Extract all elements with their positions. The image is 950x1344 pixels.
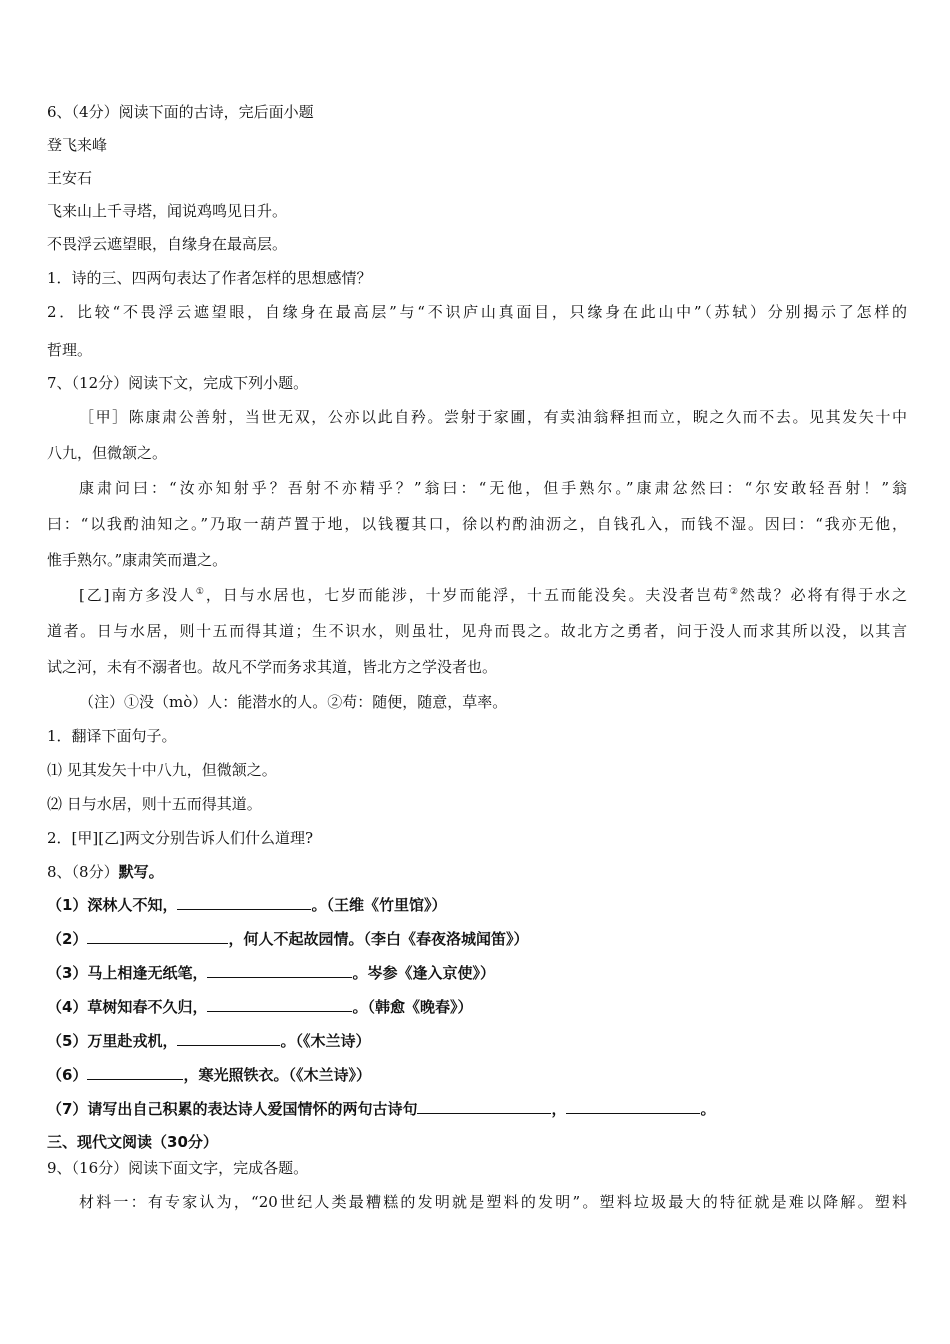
dictation-item-5 xyxy=(47,1031,370,1051)
q7-sub2: 2．[甲][乙]两文分别告诉人们什么道理? xyxy=(47,829,313,847)
answer-blank[interactable] xyxy=(417,1099,551,1114)
q6-sub2-line1: 2．比较“不畏浮云遮望眼，自缘身在最高层”与“不识庐山真面目，只缘身在此山中”（苏轼）分别揭示了怎样的 xyxy=(47,303,907,321)
q7-header: 7、（12分）阅读下文，完成下列小题。 xyxy=(47,374,309,392)
answer-blank[interactable] xyxy=(177,895,311,910)
dictation-item-4 xyxy=(47,997,472,1017)
q7-note: （注）①没（mò）人：能潜水的人。②苟：随便，随意，草率。 xyxy=(79,693,508,711)
q8-header xyxy=(47,862,164,882)
dictation-source: ，寒光照铁衣。（《木兰诗》） xyxy=(183,1066,371,1084)
answer-blank[interactable] xyxy=(566,1099,700,1114)
answer-blank[interactable] xyxy=(87,929,228,944)
yi-text-b: ，日与水居也，七岁而能涉，十岁而能浮，十五而能没矣。夫没者岂苟 xyxy=(205,586,730,604)
q8-title: 默写。 xyxy=(118,863,164,881)
poem-title: 登飞来峰 xyxy=(47,136,108,154)
dictation-source: 。岑参《逢入京使》） xyxy=(352,964,495,982)
period: 。 xyxy=(700,1100,716,1118)
yi-text-c: 然哉？必将有得于水之 xyxy=(739,586,907,604)
dictation-prompt: （3）马上相逢无纸笔， xyxy=(47,964,208,982)
yi-text-a: [乙]南方多没人 xyxy=(79,586,196,604)
answer-blank[interactable] xyxy=(87,1065,183,1080)
dictation-prompt: （2） xyxy=(47,930,88,948)
jia-p1-line2: 八九，但微颔之。 xyxy=(47,444,168,462)
yi-line2: 道者。日与水居，则十五而得其道；生不识水，则虽壮，见舟而畏之。故北方之勇者，问于没人而求其所以没，以其言 xyxy=(47,622,907,640)
dictation-item-1 xyxy=(47,895,446,915)
q6-sub2-line2: 哲理。 xyxy=(47,341,93,359)
material1-line1: 材料一：有专家认为，“20世纪人类最糟糕的发明就是塑料的发明”。塑料垃圾最大的特征就是难以降解。塑料 xyxy=(79,1193,907,1211)
q8-score: 8、（8分） xyxy=(47,863,119,881)
dictation-source: 。（韩愈《晚春》） xyxy=(352,998,473,1016)
footnote-mark-2: ② xyxy=(729,587,740,597)
dictation-prompt: （7）请写出自己积累的表达诗人爱国情怀的两句古诗句 xyxy=(47,1100,418,1118)
poem-line-1: 飞来山上千寻塔，闻说鸡鸣见日升。 xyxy=(47,202,288,220)
answer-blank[interactable] xyxy=(207,963,352,978)
q7-sub1-i: ⑴ 见其发矢十中八九，但微颔之。 xyxy=(47,761,277,779)
dictation-prompt: （5）万里赴戎机， xyxy=(47,1032,178,1050)
poem-author: 王安石 xyxy=(47,169,93,187)
dictation-source: 。（王维《竹里馆》） xyxy=(311,896,447,914)
answer-blank[interactable] xyxy=(207,997,352,1012)
yi-line3: 试之河，未有不溺者也。故凡不学而务求其道，皆北方之学没者也。 xyxy=(47,658,498,676)
dictation-source: 。（《木兰诗） xyxy=(280,1032,371,1050)
dictation-source: ，何人不起故园情。（李白《春夜洛城闻笛》） xyxy=(228,930,529,948)
poem-line-2: 不畏浮云遮望眼，自缘身在最高层。 xyxy=(47,235,288,253)
dictation-item-6 xyxy=(47,1065,371,1085)
jia-p2-line2: 曰：“以我酌油知之。”乃取一葫芦置于地，以钱覆其口，徐以杓酌油沥之，自钱孔入，而钱不湿。因曰：“我亦无他， xyxy=(47,515,907,533)
footnote-mark-1: ① xyxy=(195,587,206,597)
yi-line1 xyxy=(79,585,907,605)
q7-sub1: 1．翻译下面句子。 xyxy=(47,727,177,745)
q6-header: 6、（4分）阅读下面的古诗，完后面小题 xyxy=(47,103,314,121)
q6-sub1: 1．诗的三、四两句表达了作者怎样的思想感情？ xyxy=(47,269,372,287)
dictation-prompt: （4）草树知春不久归， xyxy=(47,998,208,1016)
dictation-item-2 xyxy=(47,929,528,949)
dictation-item-3 xyxy=(47,963,495,983)
jia-p1-line1: ［甲］陈康肃公善射，当世无双，公亦以此自矜。尝射于家圃，有卖油翁释担而立，睨之久而不去。见其发矢十中 xyxy=(79,408,907,426)
jia-p2-line1: 康肃问曰：“汝亦知射乎？吾射不亦精乎？”翁曰：“无他，但手熟尔。”康肃忿然曰：“尔安敢轻吾射！”翁 xyxy=(79,479,907,497)
section-title: 三、现代文阅读（30分） xyxy=(47,1133,218,1151)
dictation-item-7 xyxy=(47,1099,715,1119)
dictation-prompt: （1）深林人不知， xyxy=(47,896,178,914)
dictation-prompt: （6） xyxy=(47,1066,88,1084)
q7-sub1-ii: ⑵ 日与水居，则十五而得其道。 xyxy=(47,795,262,813)
answer-blank[interactable] xyxy=(177,1031,280,1046)
q9-header: 9、（16分）阅读下面文字，完成各题。 xyxy=(47,1159,309,1177)
jia-p2-line3: 惟手熟尔。”康肃笑而遣之。 xyxy=(47,551,228,569)
separator: ， xyxy=(551,1100,567,1118)
